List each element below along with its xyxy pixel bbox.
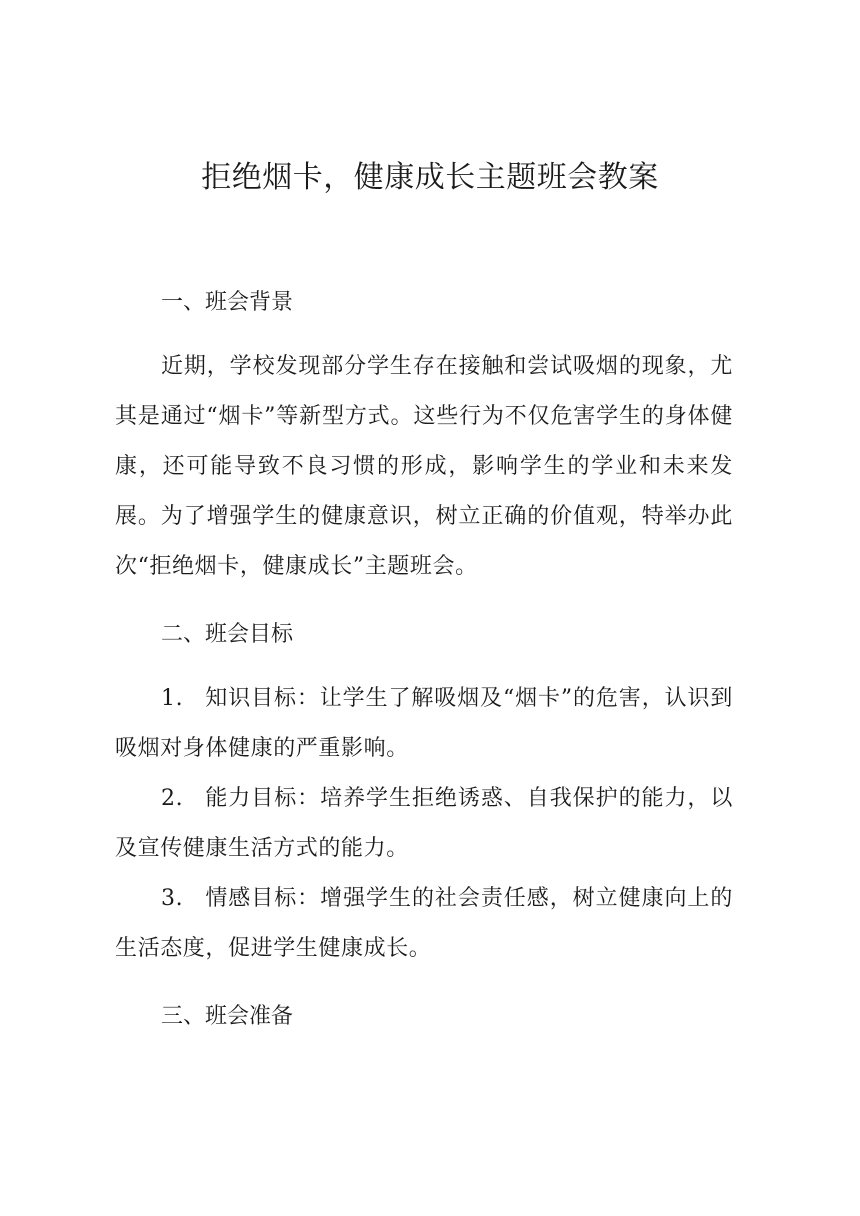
goal-item-number: 2. [161,786,184,811]
page-title: 拒绝烟卡，健康成长主题班会教案 [201,160,659,195]
section-heading-background: 一、班会背景 [161,290,294,315]
goal-item [115,874,733,974]
background-paragraph: 近期，学校发现部分学生存在接触和尝试吸烟的现象，尤其是通过“烟卡”等新型方式。这些行为不仅危害学生的身体健康，还可能导致不良习惯的形成，影响学生的学业和未来发展。为了增强学生的健康意识，树立正确的价值观，特举办此次“拒绝烟卡，健康成长”主题班会。 [115,354,733,579]
goal-item-text: 能力目标：培养学生拒绝诱惑、自我保护的能力，以及宣传健康生活方式的能力。 [115,786,733,861]
section-heading-preparation: 三、班会准备 [161,1004,294,1029]
goal-item-number: 3. [161,886,184,911]
goal-item [115,674,733,774]
goal-item-text: 情感目标：增强学生的社会责任感，树立健康向上的生活态度，促进学生健康成长。 [115,886,733,961]
document-body [115,278,733,1042]
goal-item-text: 知识目标：让学生了解吸烟及“烟卡”的危害，认识到吸烟对身体健康的严重影响。 [115,686,733,761]
goal-item [115,774,733,874]
goal-item-number: 1. [161,686,184,711]
section-heading-goals: 二、班会目标 [161,622,294,647]
